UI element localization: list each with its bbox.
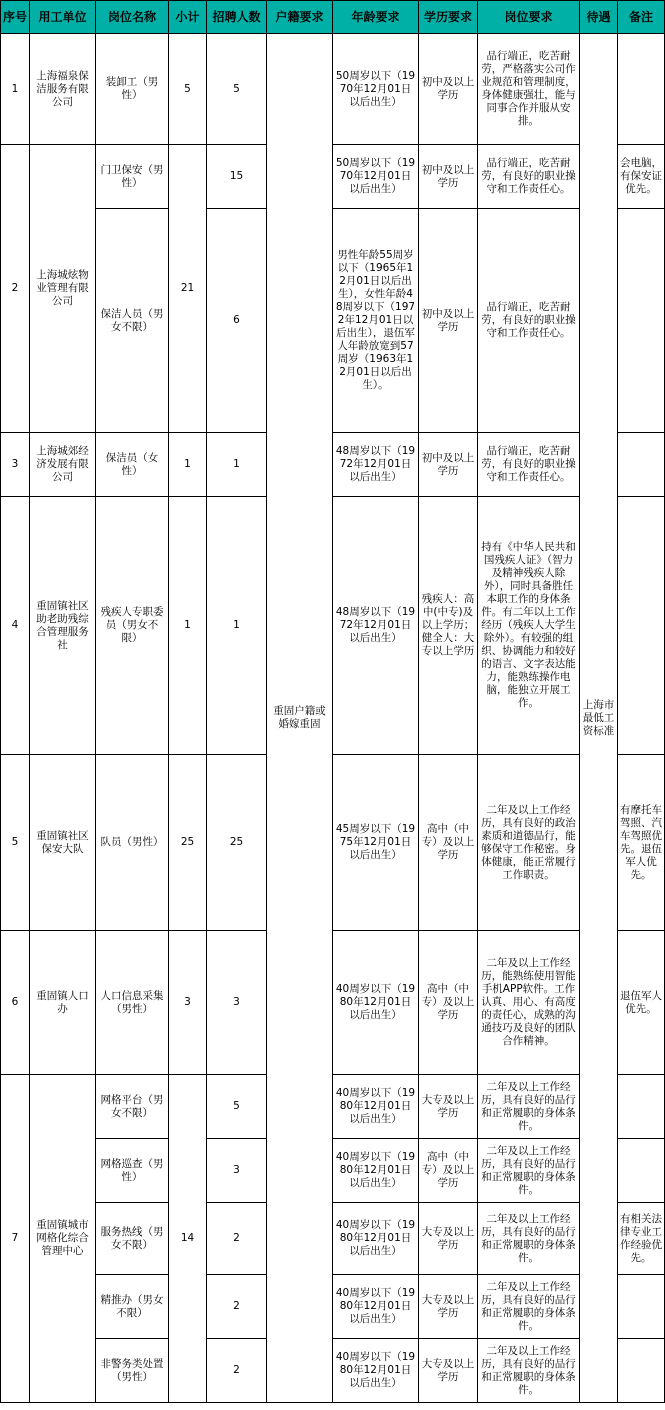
requirements-cell: 二年及以上工作经历，能熟练使用智能手机APP软件。工作认真、用心、有高度的责任心，成熟的沟通技巧及良好的团队合作精神。 <box>478 931 580 1075</box>
header-education: 学历要求 <box>419 1 478 34</box>
table-row <box>1 1139 665 1203</box>
remarks-cell <box>618 1339 665 1403</box>
employer-cell: 重固镇城市网格化综合管理中心 <box>30 1075 96 1403</box>
remarks-cell <box>618 209 665 433</box>
employer-cell: 重固镇社区保安大队 <box>30 755 96 931</box>
education-cell: 初中及以上学历 <box>419 34 478 145</box>
table-row <box>1 497 665 755</box>
remarks-cell <box>618 1275 665 1339</box>
seq-cell: 3 <box>1 433 30 497</box>
table-row <box>1 755 665 931</box>
position-cell: 门卫保安（男性） <box>96 145 169 209</box>
count-cell: 2 <box>207 1203 267 1275</box>
subtotal-cell: 1 <box>169 433 207 497</box>
education-cell: 初中及以上学历 <box>419 433 478 497</box>
seq-cell: 1 <box>1 34 30 145</box>
requirements-cell: 二年及以上工作经历，具有良好的品行和正常履职的身体条件。 <box>478 1339 580 1403</box>
count-cell: 6 <box>207 209 267 433</box>
count-cell: 1 <box>207 433 267 497</box>
requirements-cell: 品行端正，吃苦耐劳，严格落实公司作业规范和管理制度，身体健康强壮，能与同事合作并服从安排。 <box>478 34 580 145</box>
position-cell: 人口信息采集（男性） <box>96 931 169 1075</box>
table-row <box>1 1203 665 1275</box>
position-cell: 服务热线（男女不限） <box>96 1203 169 1275</box>
table-row <box>1 433 665 497</box>
employer-cell: 重固镇社区助老助残综合管理服务社 <box>30 497 96 755</box>
count-cell: 15 <box>207 145 267 209</box>
requirements-cell: 品行端正，吃苦耐劳，有良好的职业操守和工作责任心。 <box>478 145 580 209</box>
position-cell: 网格巡查（男性） <box>96 1139 169 1203</box>
requirements-cell: 二年及以上工作经历，具有良好的品行和正常履职的身体条件。 <box>478 1275 580 1339</box>
remarks-cell <box>618 1075 665 1139</box>
remarks-cell: 会电脑，有保安证优先。 <box>618 145 665 209</box>
remarks-cell: 有相关法律专业工作经验优先。 <box>618 1203 665 1275</box>
residence-cell: 重固户籍或婚嫁重固 <box>267 34 333 1403</box>
count-cell: 5 <box>207 1075 267 1139</box>
position-cell: 网格平台（男女不限） <box>96 1075 169 1139</box>
age-cell: 40周岁以下（1980年12月01日以后出生） <box>333 1203 419 1275</box>
education-cell: 大专及以上学历 <box>419 1075 478 1139</box>
requirements-cell: 二年及以上工作经历，具有良好的品行和正常履职的身体条件。 <box>478 1139 580 1203</box>
education-cell: 初中及以上学历 <box>419 209 478 433</box>
position-cell: 残疾人专职委员（男女不限） <box>96 497 169 755</box>
remarks-cell <box>618 433 665 497</box>
seq-cell: 6 <box>1 931 30 1075</box>
age-cell: 40周岁以下（1980年12月01日以后出生） <box>333 1275 419 1339</box>
position-cell: 保洁人员（男女不限） <box>96 209 169 433</box>
employer-cell: 重固镇人口办 <box>30 931 96 1075</box>
header-age: 年龄要求 <box>333 1 419 34</box>
education-cell: 高中（中专）及以上学历 <box>419 931 478 1075</box>
seq-cell: 4 <box>1 497 30 755</box>
age-cell: 48周岁以下（1972年12月01日以后出生） <box>333 497 419 755</box>
seq-cell: 2 <box>1 145 30 433</box>
requirements-cell: 二年及以上工作经历，具有良好的品行和正常履职的身体条件。 <box>478 1203 580 1275</box>
education-cell: 大专及以上学历 <box>419 1203 478 1275</box>
position-cell: 精推办（男女不限） <box>96 1275 169 1339</box>
header-seq: 序号 <box>1 1 30 34</box>
requirements-cell: 品行端正，吃苦耐劳，有良好的职业操守和工作责任心。 <box>478 209 580 433</box>
table-row <box>1 209 665 433</box>
age-cell: 男性年龄55周岁以下（1965年12月01日以后出生），女性年龄48周岁以下（1972年12月01日以后出生），退伍军人年龄放宽到57周岁（1963年12月01日以后出生）。 <box>333 209 419 433</box>
count-cell: 5 <box>207 34 267 145</box>
header-count: 招聘人数 <box>207 1 267 34</box>
count-cell: 2 <box>207 1275 267 1339</box>
education-cell: 初中及以上学历 <box>419 145 478 209</box>
education-cell: 残疾人：高中(中专)及以上学历；健全人：大专以上学历 <box>419 497 478 755</box>
remarks-cell: 有摩托车驾照、汽车驾照优先。退伍军人优先。 <box>618 755 665 931</box>
seq-cell: 7 <box>1 1075 30 1403</box>
table-row <box>1 145 665 209</box>
table-row <box>1 1075 665 1139</box>
age-cell: 40周岁以下（1980年12月01日以后出生） <box>333 931 419 1075</box>
header-subtotal: 小计 <box>169 1 207 34</box>
header-remarks: 备注 <box>618 1 665 34</box>
table-row <box>1 931 665 1075</box>
position-cell: 装卸工（男性） <box>96 34 169 145</box>
header-requirements: 岗位要求 <box>478 1 580 34</box>
subtotal-cell: 25 <box>169 755 207 931</box>
count-cell: 2 <box>207 1339 267 1403</box>
education-cell: 大专及以上学历 <box>419 1275 478 1339</box>
subtotal-cell: 5 <box>169 34 207 145</box>
subtotal-cell: 21 <box>169 145 207 433</box>
table-row <box>1 1339 665 1403</box>
table-row <box>1 1275 665 1339</box>
header-residence: 户籍要求 <box>267 1 333 34</box>
position-cell: 队员（男性） <box>96 755 169 931</box>
age-cell: 48周岁以下（1972年12月01日以后出生） <box>333 433 419 497</box>
age-cell: 40周岁以下（1980年12月01日以后出生） <box>333 1139 419 1203</box>
age-cell: 50周岁以下（1970年12月01日以后出生） <box>333 34 419 145</box>
education-cell: 高中（中专）及以上学历 <box>419 1139 478 1203</box>
remarks-cell <box>618 1139 665 1203</box>
requirements-cell: 品行端正，吃苦耐劳，有良好的职业操守和工作责任心。 <box>478 433 580 497</box>
count-cell: 3 <box>207 1139 267 1203</box>
remarks-cell: 退伍军人优先。 <box>618 931 665 1075</box>
employer-cell: 上海城郊经济发展有限公司 <box>30 433 96 497</box>
education-cell: 大专及以上学历 <box>419 1339 478 1403</box>
education-cell: 高中（中专）及以上学历 <box>419 755 478 931</box>
header-position: 岗位名称 <box>96 1 169 34</box>
employer-cell: 上海城炫物业管理有限公司 <box>30 145 96 433</box>
age-cell: 40周岁以下（1980年12月01日以后出生） <box>333 1339 419 1403</box>
remarks-cell <box>618 34 665 145</box>
age-cell: 45周岁以下（1975年12月01日以后出生） <box>333 755 419 931</box>
position-cell: 保洁员（女性） <box>96 433 169 497</box>
seq-cell: 5 <box>1 755 30 931</box>
subtotal-cell: 3 <box>169 931 207 1075</box>
count-cell: 25 <box>207 755 267 931</box>
table-row <box>1 34 665 145</box>
remarks-cell <box>618 497 665 755</box>
salary-cell: 上海市最低工资标准 <box>580 34 618 1403</box>
position-cell: 非警务类处置（男性） <box>96 1339 169 1403</box>
header-salary: 待遇 <box>580 1 618 34</box>
count-cell: 1 <box>207 497 267 755</box>
requirements-cell: 持有《中华人民共和国残疾人证》（智力及精神残疾人除外），同时具备胜任本职工作的身体条件。有二年以上工作经历（残疾人大学生除外）。有较强的组织、协调能力和较好的语言、文字表达能力，能熟练操作电脑，能独立开展工作。 <box>478 497 580 755</box>
count-cell: 3 <box>207 931 267 1075</box>
subtotal-cell: 14 <box>169 1075 207 1403</box>
employer-cell: 上海福泉保洁服务有限公司 <box>30 34 96 145</box>
requirements-cell: 二年及以上工作经历，具有良好的品行和正常履职的身体条件。 <box>478 1075 580 1139</box>
subtotal-cell: 1 <box>169 497 207 755</box>
age-cell: 50周岁以下（1970年12月01日以后出生） <box>333 145 419 209</box>
header-employer: 用工单位 <box>30 1 96 34</box>
age-cell: 40周岁以下（1980年12月01日以后出生） <box>333 1075 419 1139</box>
requirements-cell: 二年及以上工作经历，具有良好的政治素质和道德品行，能够保守工作秘密。身体健康，能正常履行工作职责。 <box>478 755 580 931</box>
